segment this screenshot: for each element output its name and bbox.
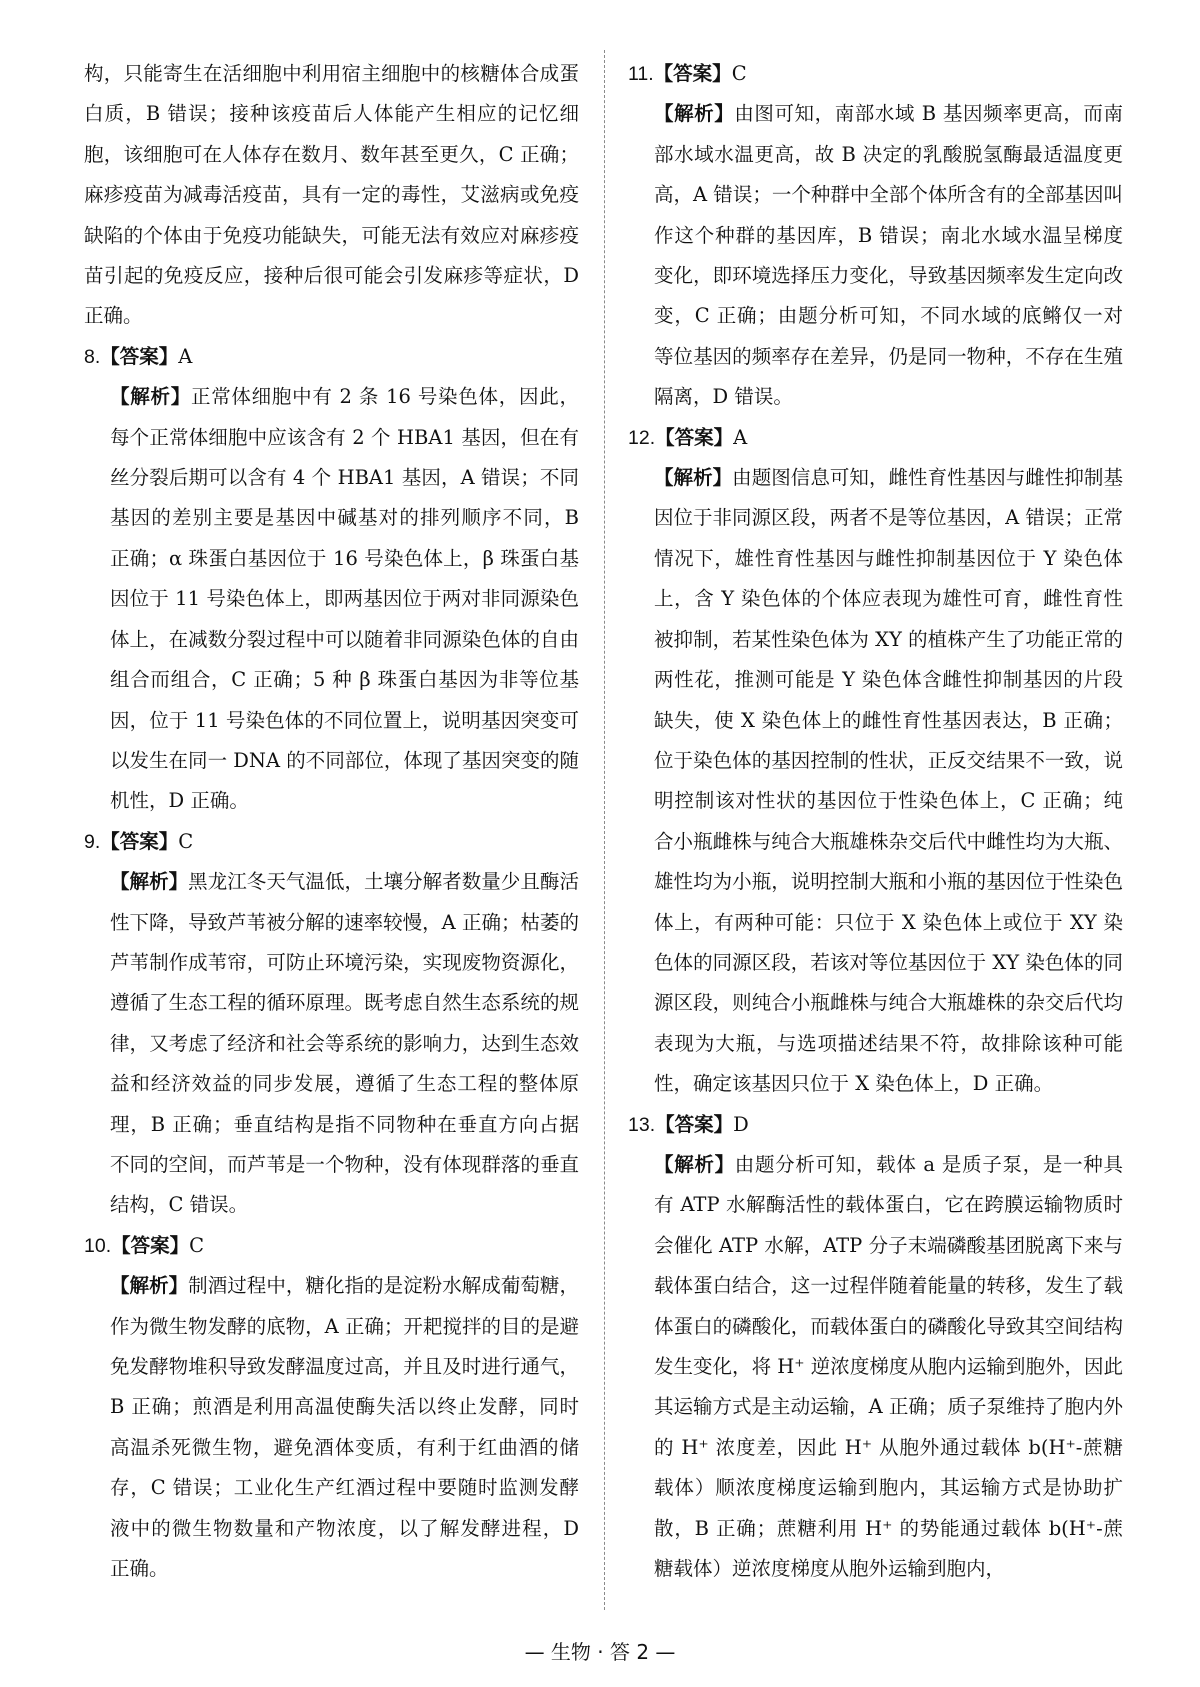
question-number: 11.: [628, 63, 654, 85]
question-11-answer: [628, 54, 1123, 94]
explain-tag: 【解析】: [654, 102, 735, 126]
explanation-text: 黑龙江冬天气温低，土壤分解者数量少且酶活性下降，导致芦苇被分解的速率较慢，A 正确；枯萎的芦苇制作成苇帘，可防止环境污染，实现废物资源化，遵循了生态工程的循环原理。既考虑自然生态系统的规律，又考虑了经济和社会等系统的影响力，达到生态效益和经济效益的同步发展，遵循了生态工程的整体原理，B 正确；垂直结构是指不同物种在垂直方向占据不同的空间，而芦苇是一个物种，没有体现群落的垂直结构，C 错误。: [110, 870, 579, 1217]
answer-tag: 【答案】: [100, 829, 179, 853]
explanation-text: 由题图信息可知，雌性育性基因与雌性抑制基因位于非同源区段，两者不是等位基因，A 错误；正常情况下，雄性育性基因与雌性抑制基因位于 Y 染色体上，含 Y 染色体的个体应表现为雄性可育，雌性育性被抑制，若某性染色体为 XY 的植株产生了功能正常的两性花，推测可能是 Y 染色体含雌性抑制基因的片段缺失，使 X 染色体上的雌性育性基因表达，B 正确；位于染色体的基因控制的性状，正反交结果不一致，说明控制该对性状的基因位于性染色体上，C 正确；纯合小瓶雌株与纯合大瓶雄株杂交后代中雌性均为大瓶、雄性均为小瓶，说明控制大瓶和小瓶的基因位于性染色体上，有两种可能：只位于 X 染色体上或位于 XY 染色体的同源区段，若该对等位基因位于 XY 染色体的同源区段，则纯合小瓶雌株与纯合大瓶雄株的杂交后代均表现为大瓶，与选项描述结果不符，故排除该种可能性，确定该基因只位于 X 染色体上，D 正确。: [654, 466, 1123, 1096]
explain-tag: 【解析】: [654, 466, 733, 490]
question-number: 10.: [84, 1234, 112, 1257]
explain-tag: 【解析】: [110, 870, 189, 894]
answer-value: C: [731, 62, 747, 85]
question-10-explanation: [84, 1266, 579, 1589]
question-13-explanation: [628, 1145, 1123, 1589]
column-divider: [604, 50, 605, 1610]
answer-tag: 【答案】: [100, 344, 179, 368]
answer-value: C: [178, 829, 194, 853]
answer-value: A: [178, 344, 193, 368]
question-9-explanation: [84, 862, 579, 1226]
explanation-text: 正常体细胞中有 2 条 16 号染色体，因此，每个正常体细胞中应该含有 2 个 HBA1 基因，但在有丝分裂后期可以含有 4 个 HBA1 基因，A 错误；不同基因的差别主要是基因中碱基对的排列顺序不同，B 正确；α 珠蛋白基因位于 16 号染色体上，β 珠蛋白基因位于 11 号染色体上，即两基因位于两对非同源染色体上，在减数分裂过程中可以随着非同源染色体的自由组合而组合，C 正确；5 种 β 珠蛋白基因为非等位基因，位于 11 号染色体的不同位置上，说明基因突变可以发生在同一 DNA 的不同部位，体现了基因突变的随机性，D 正确。: [110, 385, 579, 813]
answer-tag: 【答案】: [653, 62, 732, 85]
explanation-text: 由题分析可知，载体 a 是质子泵，是一种具有 ATP 水解酶活性的载体蛋白，它在跨膜运输物质时会催化 ATP 水解，ATP 分子末端磷酸基团脱离下来与载体蛋白结合，这一过程伴随着能量的转移，发生了载体蛋白的磷酸化，而载体蛋白的磷酸化导致其空间结构发生变化，将 H⁺ 逆浓度梯度从胞内运输到胞外，因此其运输方式是主动运输，A 正确；质子泵维持了胞内外的 H⁺ 浓度差，因此 H⁺ 从胞外通过载体 b(H⁺-蔗糖载体）顺浓度梯度运输到胞内，其运输方式是协助扩散，B 正确；蔗糖利用 H⁺ 的势能通过载体 b(H⁺-蔗糖载体）逆浓度梯度从胞外运输到胞内，: [654, 1152, 1123, 1581]
explain-tag: 【解析】: [654, 1152, 735, 1176]
continuation-text: 构，只能寄生在活细胞中利用宿主细胞中的核糖体合成蛋白质，B 错误；接种该疫苗后人体能产生相应的记忆细胞，该细胞可在人体存在数月、数年甚至更久，C 正确；麻疹疫苗为减毒活疫苗，具有一定的毒性，艾滋病或免疫缺陷的个体由于免疫功能缺失，可能无法有效应对麻疹疫苗引起的免疫反应，接种后很可能会引发麻疹等症状，D 正确。: [84, 62, 579, 328]
left-column: [84, 54, 579, 1589]
explanation-text: 由图可知，南部水域 B 基因频率更高，而南部水域水温更高，故 B 决定的乳酸脱氢酶最适温度更高，A 错误；一个种群中全部个体所含有的全部基因叫作这个种群的基因库，B 错误；南北水域水温呈梯度变化，即环境选择压力变化，导致基因频率发生定向改变，C 正确；由题分析可知，不同水域的底鳉仅一对等位基因的频率存在差异，仍是同一物种，不存在生殖隔离，D 错误。: [654, 102, 1123, 409]
answer-value: C: [189, 1233, 205, 1257]
explanation-text: 制酒过程中，糖化指的是淀粉水解成葡萄糖，作为微生物发酵的底物，A 正确；开耙搅拌的目的是避免发酵物堆积导致发酵温度过高，并且及时进行通气，B 正确；煎酒是利用高温使酶失活以终止发酵，同时高温杀死微生物，避免酒体变质，有利于红曲酒的储存，C 错误；工业化生产红酒过程中要随时监测发酵液中的微生物数量和产物浓度，以了解发酵进程，D 正确。: [110, 1274, 579, 1581]
answer-value: D: [733, 1112, 749, 1136]
answer-tag: 【答案】: [655, 1112, 734, 1136]
answer-tag: 【答案】: [655, 425, 734, 449]
question-12-explanation: [628, 458, 1123, 1105]
question-8-answer: [84, 337, 579, 377]
question-12-answer: [628, 418, 1123, 458]
question-number: 8.: [84, 345, 101, 368]
answer-value: A: [733, 425, 748, 449]
question-11-explanation: [628, 94, 1123, 417]
question-8-explanation: [84, 377, 579, 821]
question-13-answer: [628, 1105, 1123, 1145]
question-9-answer: [84, 822, 579, 862]
question-number: 9.: [84, 830, 101, 853]
right-column: [628, 54, 1123, 1589]
question-number: 13.: [628, 1113, 656, 1136]
explain-tag: 【解析】: [110, 1274, 189, 1298]
explain-tag: 【解析】: [110, 385, 191, 409]
question-number: 12.: [628, 426, 656, 449]
answer-tag: 【答案】: [111, 1233, 190, 1257]
question-10-answer: [84, 1226, 579, 1266]
page-footer: — 生物 · 答 2 —: [524, 1640, 676, 1664]
